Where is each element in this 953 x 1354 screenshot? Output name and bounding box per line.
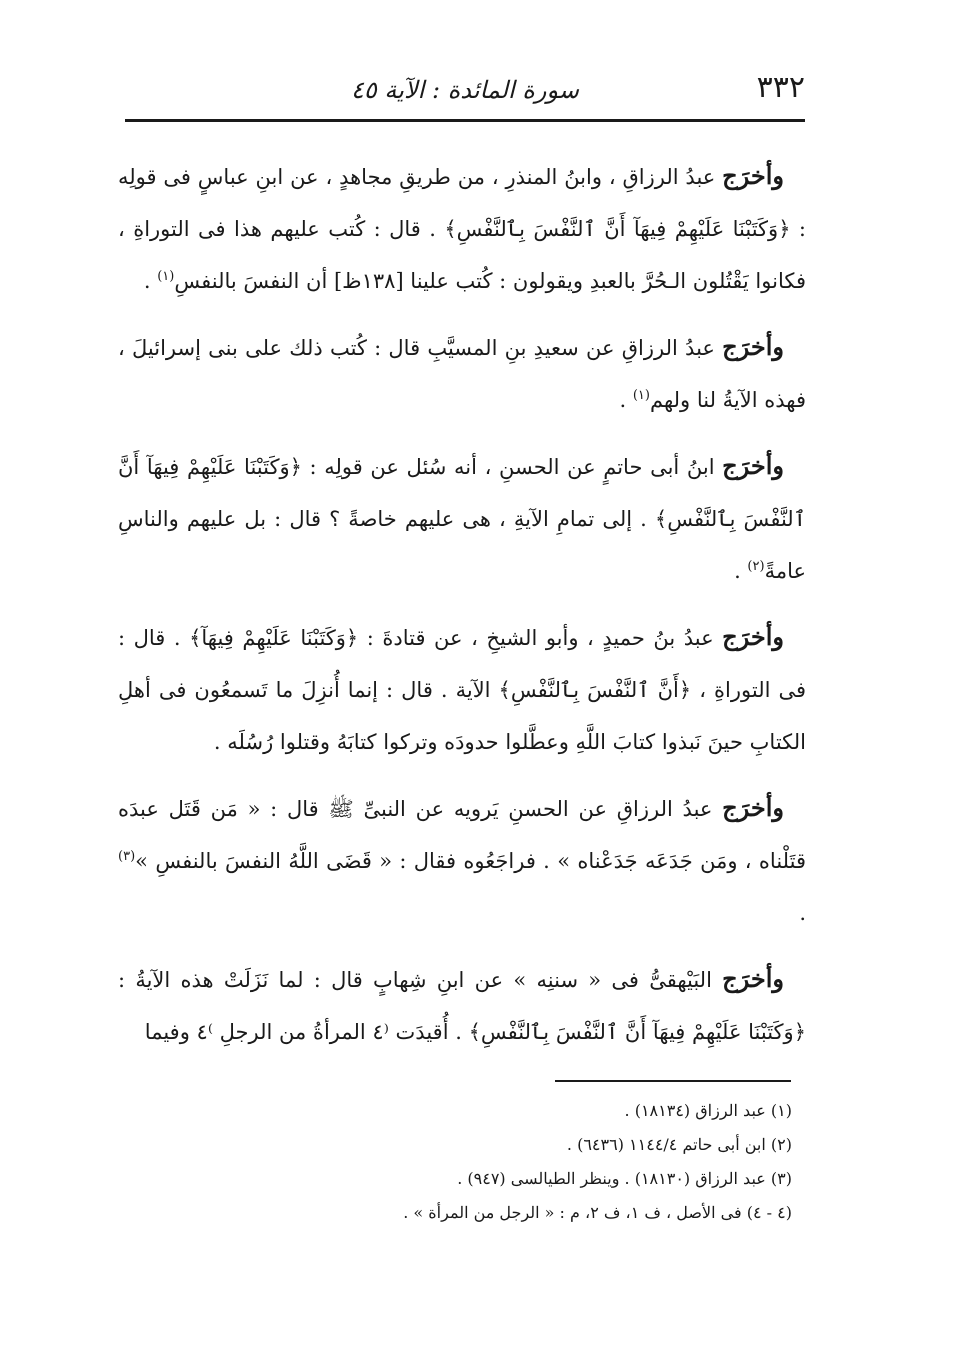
main-text: [118, 150, 806, 1072]
footnote-ref: (٢): [747, 559, 765, 574]
paragraph-lead: وأخرَج: [722, 793, 784, 822]
paragraph-lead: وأخرَج: [722, 964, 784, 993]
paragraph-text: عبدُ الرزاقِ عن الحسنِ يَرويه عن النبىِّ ﷺ قال : « مَن قَتَل عبدَه قتَلْناه ، ومَن جَدَعَه جَدَعْناه » . فراجَعُوه فقال : « قَضَى اللَّهُ النفسَ بالنفسِ »: [118, 797, 806, 873]
paragraph-lead: وأخرَج: [722, 451, 784, 480]
footnote: (٢) ابن أبى حاتم ١١٤٤/٤ (٦٤٣٦) .: [566, 1135, 792, 1154]
footnote: (٤ - ٤) فى الأصل ، ف ١، ف ٢، م : « الرجل من المرأة » .: [403, 1203, 792, 1222]
footnote-ref: (١): [632, 388, 650, 403]
paragraph-end: .: [734, 559, 748, 583]
header-rule: [125, 119, 805, 122]
footnote: (٣) عبد الرزاق (١٨١٣٠) . وينظر الطيالسى (٩٤٧) .: [457, 1169, 792, 1188]
paragraph-end: .: [143, 269, 158, 293]
running-title: سورة المائدة : الآية ٤٥: [351, 76, 579, 104]
paragraph-text: عبدُ الرزاقِ عن سعيدِ بنِ المسيَّبِ قال : كُتب ذلك على بنى إسرائيلَ ، فهذه الآيةُ لنا ولهم: [118, 336, 806, 412]
paragraph: [118, 440, 806, 597]
paragraph-lead: وأخرَج: [722, 332, 784, 361]
paragraph: [118, 953, 806, 1058]
paragraph-text: عبدُ بنُ حميدٍ ، وأبو الشيخِ ، عن قتادةَ : ﴿وَكَتَبْنَا عَلَيْهِمْ فِيهَآ﴾ . قال : فى التوراةِ ، ﴿أَنَّ ٱلنَّفْسَ بِٱلنَّفْسِ﴾ الآية . قال : إنما أُنزِلَ ما تَسمعُون فى أهلِ الكتابِ حينَ نَبذوا كتابَ اللَّهِ وعطَّلوا حدودَه وتركوا كتابَهُ وقتلوا رُسُلَه .: [118, 626, 806, 754]
footnote-rule: [555, 1080, 791, 1082]
paragraph: [118, 150, 806, 307]
paragraph-end: .: [619, 388, 633, 412]
paragraph-lead: وأخرَج: [722, 161, 784, 190]
paragraph: [118, 611, 806, 768]
paragraph-text: عبدُ الرزاقِ ، وابنُ المنذرِ ، من طريقِ مجاهدٍ ، عن ابنِ عباسٍ فى قولِه : ﴿وَكَتَبْنَا عَلَيْهِمْ فِيهَآ أَنَّ ٱلنَّفْسَ بِٱلنَّفْسِ﴾ . قال : كُتب عليهم هذا فى التوراةِ ، فكانوا يَقْتُلون الـحُرَّ بالعبدِ ويقولون : كُتب علينا [١٣٨ظ] أن النفسَ بالنفسِ: [118, 165, 806, 293]
paragraph: [118, 321, 806, 426]
paragraph-end: .: [799, 901, 806, 925]
page-number: ٣٣٢: [756, 70, 805, 105]
footnote: (١) عبد الرزاق (١٨١٣٤) .: [624, 1101, 792, 1120]
paragraph: [118, 782, 806, 939]
footnotes: [300, 1094, 792, 1230]
page-header: [125, 66, 805, 114]
paragraph-text: ابنُ أبى حاتمٍ عن الحسنِ ، أنه سُئل عن قولِه : ﴿وَكَتَبْنَا عَلَيْهِمْ فِيهَآ أَنَّ ٱلنَّفْسَ بِٱلنَّفْسِ﴾ . إلى تمامِ الآيةِ ، هى عليهم خاصةً ؟ قال : بل عليهم والناسِ عامةً: [118, 455, 806, 583]
footnote-ref: (١): [157, 269, 175, 284]
paragraph-text: البَيْهقىُّ فى « سننِه » عن ابنِ شِهابٍ قال : لما نَزَلَتْ هذه الآيةُ : ﴿وَكَتَبْنَا عَلَيْهِمْ فِيهَآ أَنَّ ٱلنَّفْسَ بِٱلنَّفْسِ﴾ . أُقيدَت ⁽٤ المرأةُ من الرجلِ ⁾٤ وفيما: [118, 968, 806, 1044]
footnote-ref: (٣): [118, 849, 136, 864]
paragraph-lead: وأخرَج: [722, 622, 784, 651]
